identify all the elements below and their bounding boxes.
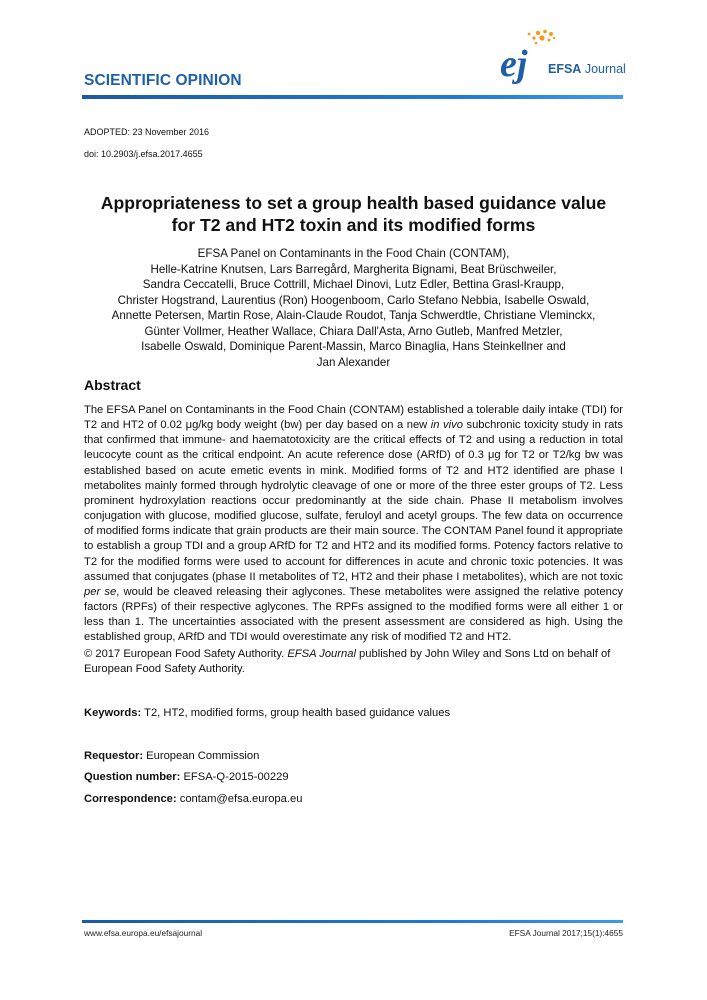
keywords-label: Keywords: <box>84 707 142 719</box>
logo-brand-bold: EFSA <box>548 62 582 76</box>
author-line: Helle-Katrine Knutsen, Lars Barregård, Margherita Bignami, Beat Brüschweiler, <box>150 262 557 276</box>
keywords <box>84 707 450 719</box>
author-line: Jan Alexander <box>316 355 391 369</box>
abstract-italic: in vivo <box>430 419 463 432</box>
copyright-journal: EFSA Journal <box>287 648 356 660</box>
abstract-part: , would be cleaved releasing their aglycones. These metabolites were assigned the relative potency factors (RPFs) of their respective aglycones. The RPFs assigned to the modified forms were all either 1 or less than 1. The uncertainties associated with the present assessment are considered as high. Using the established group, ARfD and TDI would overestimate any risk of modified T2 and HT2. <box>84 585 624 644</box>
author-line: Annette Petersen, Martin Rose, Alain-Claude Roudot, Tanja Schwerdtle, Christiane Vleminckx, <box>111 309 596 322</box>
author-list <box>82 246 625 370</box>
logo-star-dots <box>528 30 556 45</box>
correspondence-email[interactable]: contam@efsa.europa.eu <box>176 793 303 805</box>
question-value: EFSA-Q-2015-00229 <box>180 771 289 783</box>
author-line: Isabelle Oswald, Dominique Parent-Massin, Marco Binaglia, Hans Steinkellner and <box>141 340 566 353</box>
author-line: Christer Hogstrand, Laurentius (Ron) Hoogenboom, Carlo Stefano Nebbia, Isabelle Oswald, <box>117 293 590 307</box>
logo-mark: ej <box>500 43 528 85</box>
header-rule <box>82 95 623 99</box>
question-number <box>84 771 289 783</box>
footer-citation: EFSA Journal 2017;15(1):4655 <box>509 928 623 938</box>
requestor-label: Requestor: <box>84 750 144 762</box>
copyright-part: published by John Wiley and Sons Ltd on behalf of European Food Safety Authority. <box>84 648 611 676</box>
section-label: SCIENTIFIC OPINION <box>84 72 242 89</box>
logo-brand-rest: Journal <box>581 62 626 76</box>
abstract-part: subchronic toxicity study in rats that confirmed that immune- and haematotoxicity are the critical effects of T2 and using a reduction in total leucocyte count as the critical endpoint. An acute reference dose (ARfD) of 0.3 μg for T2 or T2/kg bw was established based on acute emetic events in mink. Modified forms of T2 and HT2 identified are phase I metabolites mainly formed through hydrolytic cleavage of one or more of the three ester groups of T2. Less prominent hydroxylation reactions occur predominantly at the side chain. Phase II metabolism involves conjugation with glucose, modified glucose, sulfate, feruloyl and acetyl groups. The few data on occurrence of modified forms indicate that grain products are their main source. The CONTAM Panel found it appropriate to establish a group TDI and a group ARfD for T2 and HT2 and its modified forms. Potency factors relative to T2 for the modified forms were used to account for differences in acute and chronic toxic potencies. It was assumed that conjugates (phase II metabolites of T2, HT2 and their phase I metabolites), which are not toxic <box>84 419 623 583</box>
requestor <box>84 750 259 762</box>
abstract-part: The EFSA Panel on Contaminants in the Food Chain (CONTAM) established a tolerable daily intake (TDI) for T2 and HT2 of 0.02 μg/kg body weight (bw) per day based on a new <box>84 404 623 432</box>
paper-title <box>60 192 647 236</box>
logo-brand-text <box>548 62 626 76</box>
abstract-heading: Abstract <box>84 377 141 393</box>
title-line-2: for T2 and HT2 toxin and its modified forms <box>171 215 536 235</box>
correspondence-label: Correspondence: <box>84 793 177 805</box>
efsa-journal-logo <box>498 28 628 88</box>
doi: doi: 10.2903/j.efsa.2017.4655 <box>84 149 203 159</box>
adopted-date: ADOPTED: 23 November 2016 <box>84 127 210 137</box>
footer-journal-url[interactable]: www.efsa.europa.eu/efsajournal <box>84 928 203 938</box>
question-label: Question number: <box>84 771 181 783</box>
abstract-body <box>84 403 623 646</box>
author-line: Sandra Ceccatelli, Bruce Cottrill, Michael Dinovi, Lutz Edler, Bettina Grasl-Kraupp, <box>142 278 565 291</box>
copyright-part: © 2017 European Food Safety Authority. <box>84 648 288 660</box>
copyright-notice <box>84 647 623 677</box>
title-line-1: Appropriateness to set a group health based guidance value <box>100 193 607 213</box>
abstract-italic: per se <box>84 585 117 598</box>
requestor-value: European Commission <box>143 750 260 762</box>
keywords-value: T2, HT2, modified forms, group health based guidance values <box>141 707 451 719</box>
author-line: EFSA Panel on Contaminants in the Food Chain (CONTAM), <box>197 247 510 260</box>
author-line: Günter Vollmer, Heather Wallace, Chiara Dall'Asta, Arno Gutleb, Manfred Metzler, <box>144 324 563 338</box>
correspondence <box>84 793 302 805</box>
footer-rule <box>82 920 623 923</box>
